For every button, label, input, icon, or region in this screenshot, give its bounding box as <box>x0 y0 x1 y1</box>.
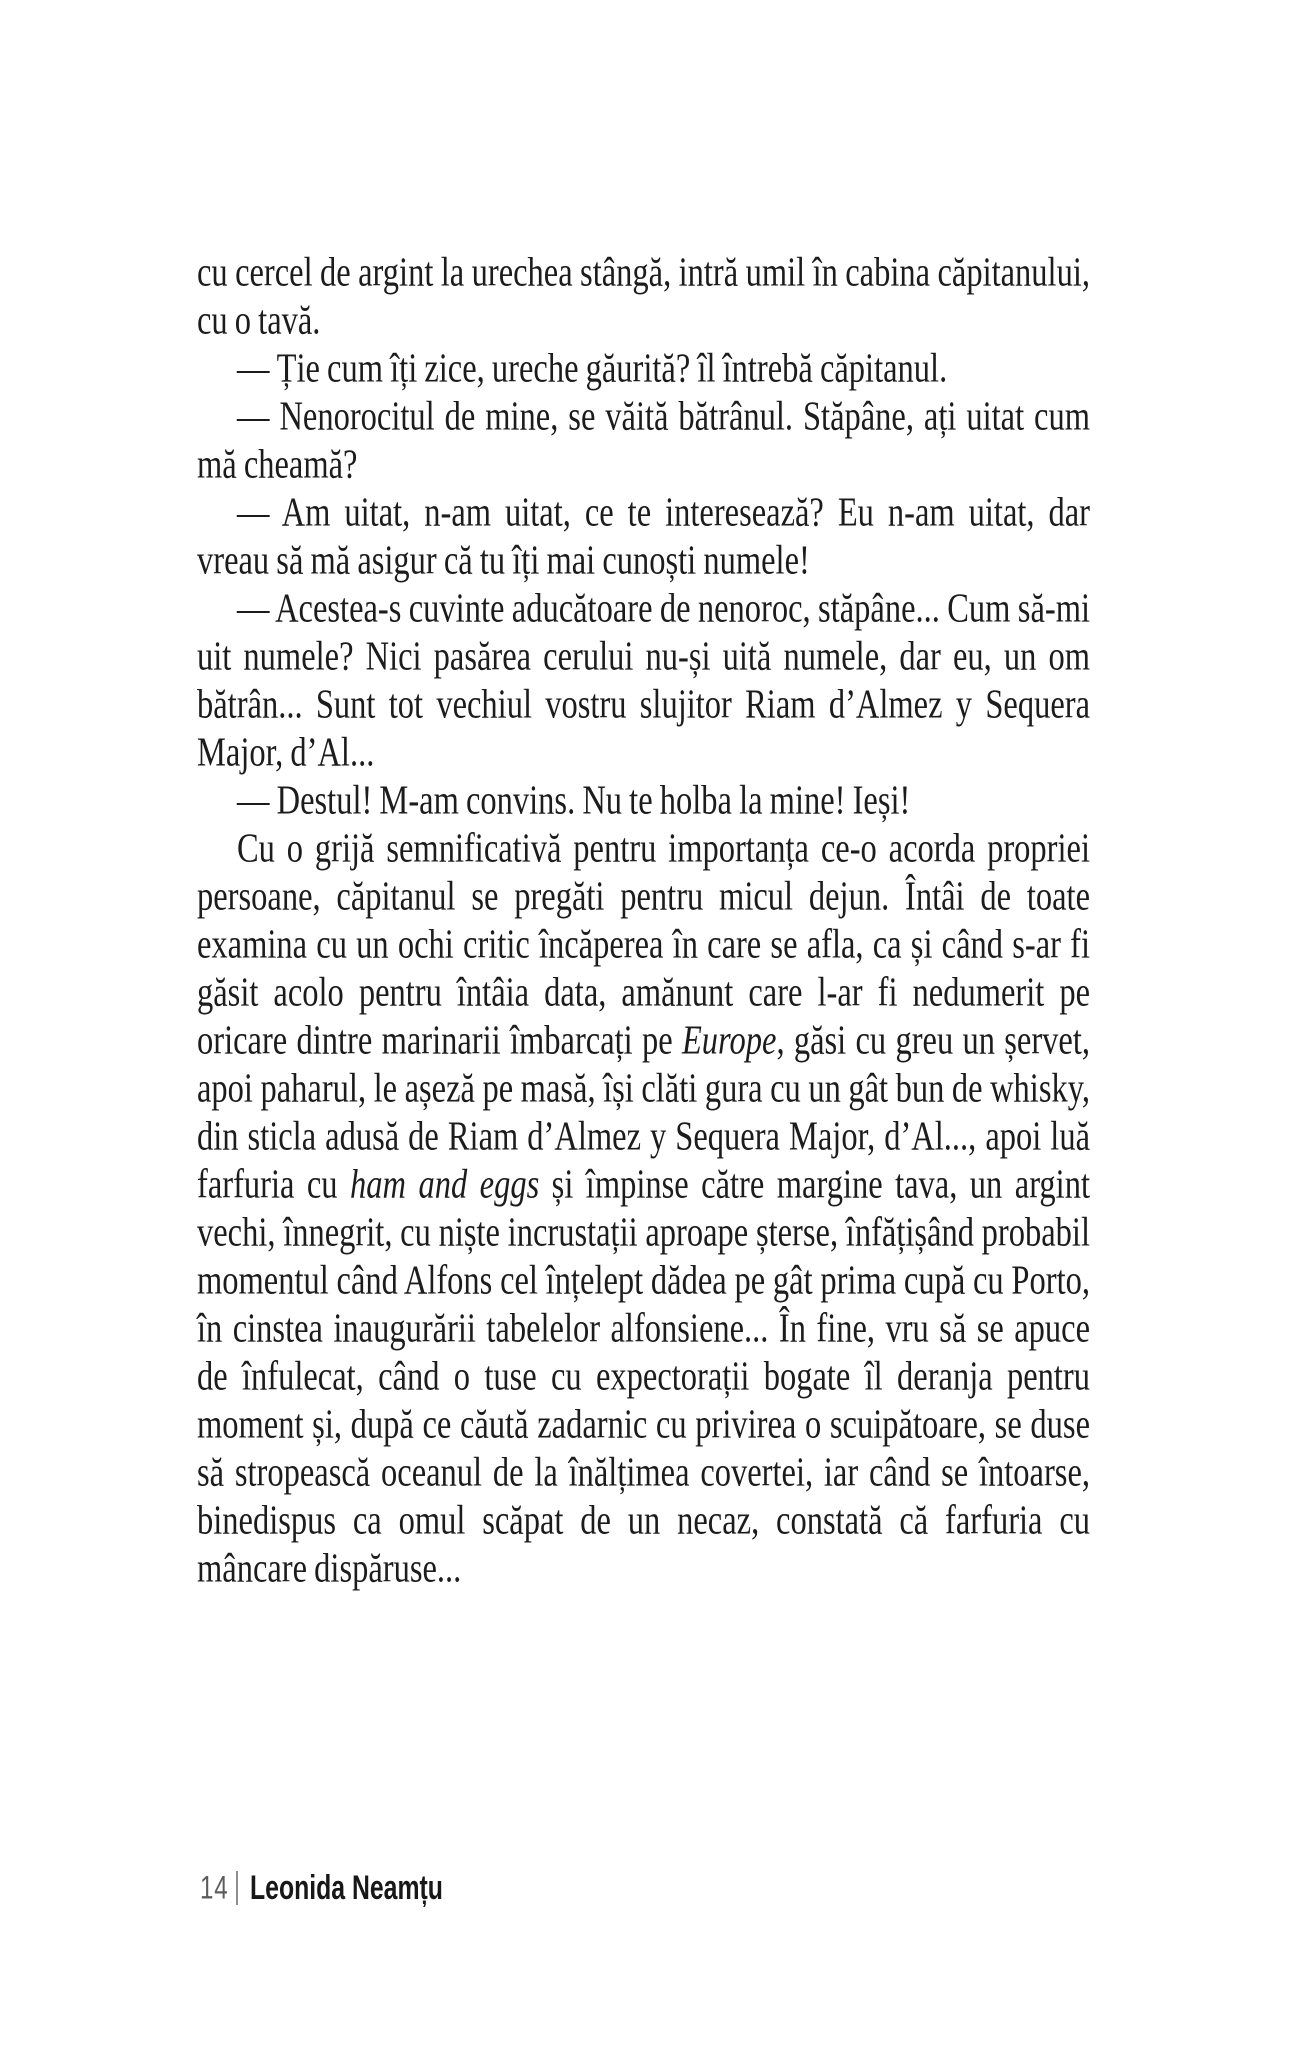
text-run: — Destul! M-am convins. Nu te holba la mine! Ieși! <box>237 778 911 824</box>
text-run: — Acestea-s cuvinte aducătoare de nenoroc, stăpâne... Cum să-mi uit numele? Nici pasărea cerului nu-și uită numele, dar eu, un om bătrân... Sunt tot vechiul vostru slujitor Riam d’Almez y Sequera Major, d’Al... <box>197 586 1090 776</box>
paragraph <box>197 393 1090 489</box>
italic-text-run: ham and eggs <box>350 1162 540 1208</box>
paragraph <box>197 345 1090 393</box>
paragraph <box>197 825 1090 1593</box>
page-number: 14 <box>200 1869 229 1906</box>
paragraph <box>197 249 1090 345</box>
text-run: — Ție cum îți zice, ureche găurită? îl întrebă căpitanul. <box>237 346 948 392</box>
paragraph <box>197 777 1090 825</box>
body-text <box>197 249 1090 1593</box>
text-run: cu cercel de argint la urechea stângă, intră umil în cabina căpitanului, cu o tavă. <box>197 250 1090 344</box>
text-run: Cu o grijă semnificativă pentru importanța ce-o acorda propriei persoane, căpitanul se pregăti pentru micul dejun. Întâi de toate examina cu un ochi critic încăperea în care se afla, ca și când s-ar fi găsit acolo pentru întâia data, amănunt care l-ar fi nedumerit pe oricare dintre marinarii îmbarcați pe <box>197 826 1090 1064</box>
italic-text-run: Europe <box>681 1018 777 1064</box>
text-run: — Nenorocitul de mine, se văită bătrânul. Stăpâne, ați uitat cum mă cheamă? <box>197 394 1090 488</box>
text-run: — Am uitat, n-am uitat, ce te interesează? Eu n-am uitat, dar vreau să mă asigur că tu îți mai cunoști numele! <box>197 490 1090 584</box>
text-run: și împinse către margine tava, un argint vechi, înnegrit, cu niște incrustații aproape șterse, înfățișând probabil momentul când Alfons cel înțelept dădea pe gât prima cupă cu Porto, în cinstea inaugurării tabelelor alfonsiene... În fine, vru să se apuce de înfulecat, când o tuse cu expectorații bogate îl deranja pentru moment și, după ce căută zadarnic cu privirea o scuipătoare, se duse să stropească oceanul de la înălțimea covertei, iar când se întoarse, binedispus ca omul scăpat de un necaz, constată că farfuria cu mâncare dispăruse... <box>197 1162 1090 1592</box>
paragraph <box>197 489 1090 585</box>
author-name: Leonida Neamțu <box>250 1868 444 1907</box>
page-footer <box>200 1869 492 1907</box>
text-run: , găsi cu greu un șervet, apoi paharul, le așeză pe masă, își clăti gura cu un gât bun de whisky, din sticla adusă de Riam d’Almez y Sequera Major, d’Al..., apoi luă farfuria cu <box>197 1018 1090 1208</box>
footer-separator <box>236 1871 238 1905</box>
paragraph <box>197 585 1090 777</box>
